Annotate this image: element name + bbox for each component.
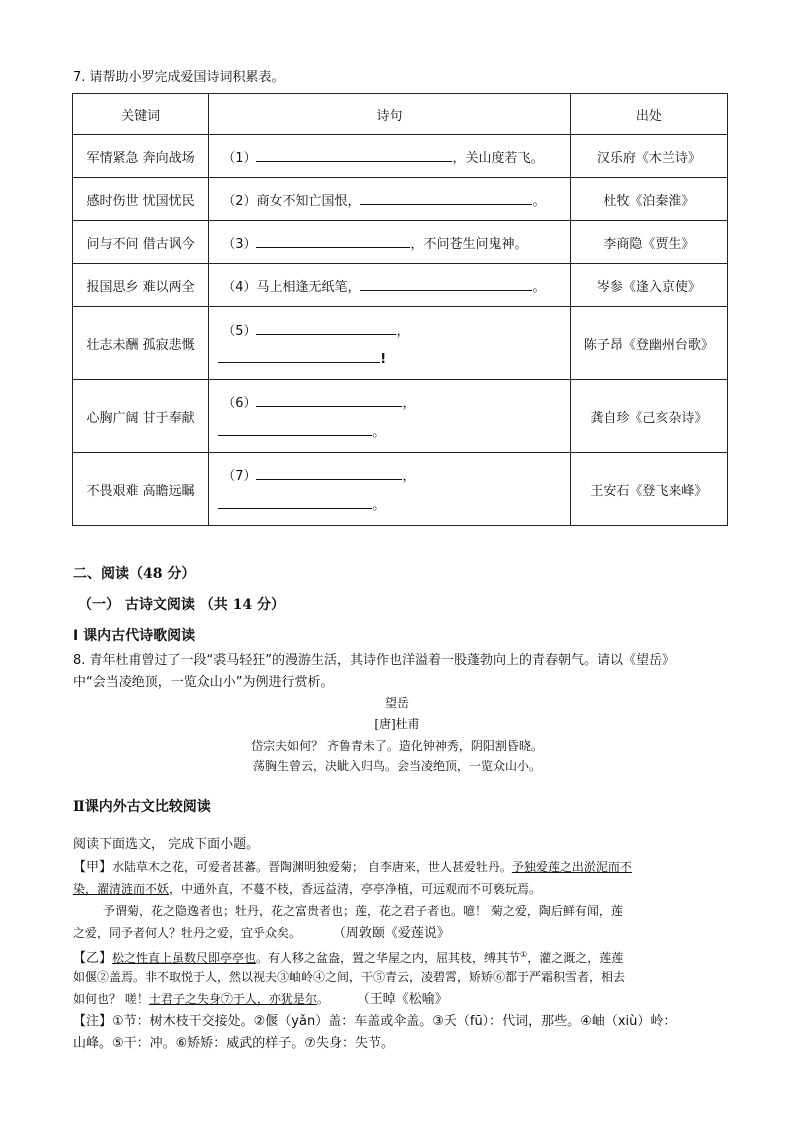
- passage-label: 【乙】: [73, 951, 113, 966]
- verse-cell: [209, 307, 571, 380]
- reading-instruction: 阅读下面选文， 完成下面小题。: [73, 837, 260, 852]
- passage-text: ，中通外直，不蔓不枝，香远益清，亭亭净植，可远观而不可亵玩焉。: [169, 882, 542, 896]
- answer-blank[interactable]: [218, 422, 372, 436]
- answer-blank[interactable]: [360, 277, 532, 291]
- underlined-text: 染，濯清涟而不妖: [73, 882, 170, 896]
- question-8: [73, 650, 743, 694]
- source-cell: 龚自珍《己亥杂诗》: [570, 380, 727, 453]
- keyword-cell: 报国思乡 难以两全: [73, 264, 209, 307]
- subsection-1-heading: （一） 古诗文阅读 （共 14 分）: [78, 597, 285, 613]
- keyword-cell: 问与不问 借古讽今: [73, 221, 209, 264]
- passage-text: 。有人移之盆盎，置之华屋之内，屈其枝，缚其节: [256, 951, 521, 965]
- verse-suffix: ，不问苍生问鬼神。: [410, 236, 528, 252]
- table-row: [73, 453, 728, 526]
- table-row: [73, 135, 728, 178]
- verse-prefix: （6）: [222, 396, 257, 411]
- answer-blank[interactable]: [256, 466, 402, 480]
- header-keyword: 关键词: [73, 94, 209, 135]
- table-row: [73, 380, 728, 453]
- answer-blank[interactable]: [218, 349, 380, 363]
- source-cell: 岑参《逢入京使》: [570, 264, 727, 307]
- passage-yi-line: 如偃②盖焉。非不取悦于人，然以视夫③岫岭④之间，干⑤青云，凌碧霄，矫矫⑥都于严霜积雪者，相去: [73, 970, 626, 984]
- header-source: 出处: [570, 94, 727, 135]
- source-cell: 王安石《登飞来峰》: [570, 453, 727, 526]
- answer-blank[interactable]: [256, 393, 402, 407]
- verse-prefix: （7）: [222, 469, 257, 484]
- underlined-text: 士君子之失身⑦于人，亦犹是尔: [148, 992, 317, 1006]
- poem-line: 荡胸生曾云，决眦入归鸟。会当凌绝顶，一览众山小。: [252, 759, 541, 773]
- answer-blank[interactable]: [256, 234, 410, 248]
- verse-suffix: 。: [532, 279, 546, 295]
- verse-cell: [209, 453, 571, 526]
- question-8-line: 中“会当凌绝顶，一览众山小”为例进行赏析。: [73, 675, 334, 690]
- passage-text: 如何也？ 嗟！: [73, 992, 149, 1006]
- table-row: [73, 264, 728, 307]
- verse-suffix: ，: [402, 469, 416, 484]
- passage-citation: （王晫《松喻》: [356, 992, 448, 1007]
- passage-text: 之爱，同予者何人？牡丹之爱，宜乎众矣。: [73, 926, 302, 940]
- verse-cell: [209, 135, 571, 178]
- annotation-line: 山峰。⑤干：冲。⑥矫矫：威武的样子。⑦失身：失节。: [73, 1036, 394, 1051]
- verse-suffix: ，关山度若飞。: [452, 150, 544, 166]
- answer-blank[interactable]: [256, 148, 452, 162]
- passage-yi-line: [73, 988, 733, 1011]
- passage-jia-line: [73, 878, 733, 900]
- verse-end-mark: !: [380, 351, 387, 367]
- verse-suffix: ，: [396, 323, 410, 339]
- section-2-heading: 二、阅读（48 分）: [73, 566, 196, 582]
- keyword-cell: 感时伤世 忧国忧民: [73, 178, 209, 221]
- verse-cell: [209, 221, 571, 264]
- keyword-cell: 不畏艰难 高瞻远瞩: [73, 453, 209, 526]
- verse-end-mark: 。: [372, 498, 386, 513]
- poem-title: 望岳: [384, 696, 409, 710]
- header-verse: 诗句: [209, 94, 571, 135]
- table-header-row: [73, 94, 728, 135]
- passage-text: ，灌之溉之，莲莲: [527, 951, 624, 965]
- keyword-cell: 心胸广阔 甘于奉献: [73, 380, 209, 453]
- verse-cell: [209, 264, 571, 307]
- table-row: [73, 307, 728, 380]
- footnote-marker: ①: [520, 950, 528, 959]
- part-i-heading: Ⅰ 课内古代诗歌阅读: [73, 628, 196, 644]
- annotation-line: 【注】①节：树木枝干交接处。②偃（yǎn）盖：车盖或伞盖。③夭（fū）：代词，那些。④岫（xiù）岭：: [73, 1014, 677, 1029]
- verse-prefix: （3）: [222, 236, 257, 252]
- source-cell: 汉乐府《木兰诗》: [570, 135, 727, 178]
- poem-author: [唐]杜甫: [374, 717, 420, 731]
- table-row: [73, 178, 728, 221]
- table-row: [73, 221, 728, 264]
- source-cell: 陈子昂《登幽州台歌》: [570, 307, 727, 380]
- verse-prefix: （2）商女不知亡国恨，: [222, 193, 361, 209]
- question-8-line: 8. 青年杜甫曾过了一段“裘马轻狂”的漫游生活，其诗作也洋溢着一股蓬勃向上的青春朝气。请以《望岳》: [73, 653, 676, 668]
- part-ii-heading: Ⅱ课内外古文比较阅读: [73, 799, 211, 815]
- passage-jia-line: 予谓菊，花之隐逸者也；牡丹，花之富贵者也；莲，花之君子者也。噫！ 菊之爱，陶后鲜有闻，莲: [103, 904, 623, 918]
- answer-blank[interactable]: [218, 495, 372, 509]
- underlined-text: 松之性直上虽数尺即亭亭也: [112, 951, 257, 965]
- passage-jia-line: [73, 922, 733, 945]
- passage-jia-line: [73, 856, 733, 879]
- passage-text: 。: [316, 992, 329, 1006]
- verse-suffix: 。: [532, 193, 546, 209]
- question-7-title: 7. 请帮助小罗完成爱国诗词积累表。: [73, 70, 285, 85]
- verse-end-mark: 。: [372, 425, 386, 440]
- source-cell: 李商隐《贾生》: [570, 221, 727, 264]
- passage-citation: （周敦颐《爱莲说》: [332, 926, 450, 941]
- source-cell: 杜牧《泊秦淮》: [570, 178, 727, 221]
- verse-prefix: （5）: [222, 323, 257, 339]
- answer-blank[interactable]: [360, 191, 532, 205]
- verse-suffix: ，: [402, 396, 416, 411]
- verse-prefix: （4）马上相逢无纸笔，: [222, 279, 361, 295]
- keyword-cell: 军情紧急 奔向战场: [73, 135, 209, 178]
- keyword-cell: 壮志未酬 孤寂悲慨: [73, 307, 209, 380]
- verse-prefix: （1）: [222, 150, 257, 166]
- poem-line: 岱宗夫如何？ 齐鲁青未了。造化钟神秀，阴阳割昏晓。: [251, 739, 543, 753]
- underlined-text: 予独爱莲之出淤泥而不: [511, 860, 632, 874]
- answer-blank[interactable]: [256, 321, 396, 335]
- verse-cell: [209, 178, 571, 221]
- passage-text: 水陆草木之花，可爱者甚蕃。晋陶渊明独爱菊； 自李唐来，世人甚爱牡丹。: [112, 860, 512, 874]
- poem-accumulation-table: [72, 93, 728, 526]
- verse-cell: [209, 380, 571, 453]
- passage-label: 【甲】: [73, 860, 113, 875]
